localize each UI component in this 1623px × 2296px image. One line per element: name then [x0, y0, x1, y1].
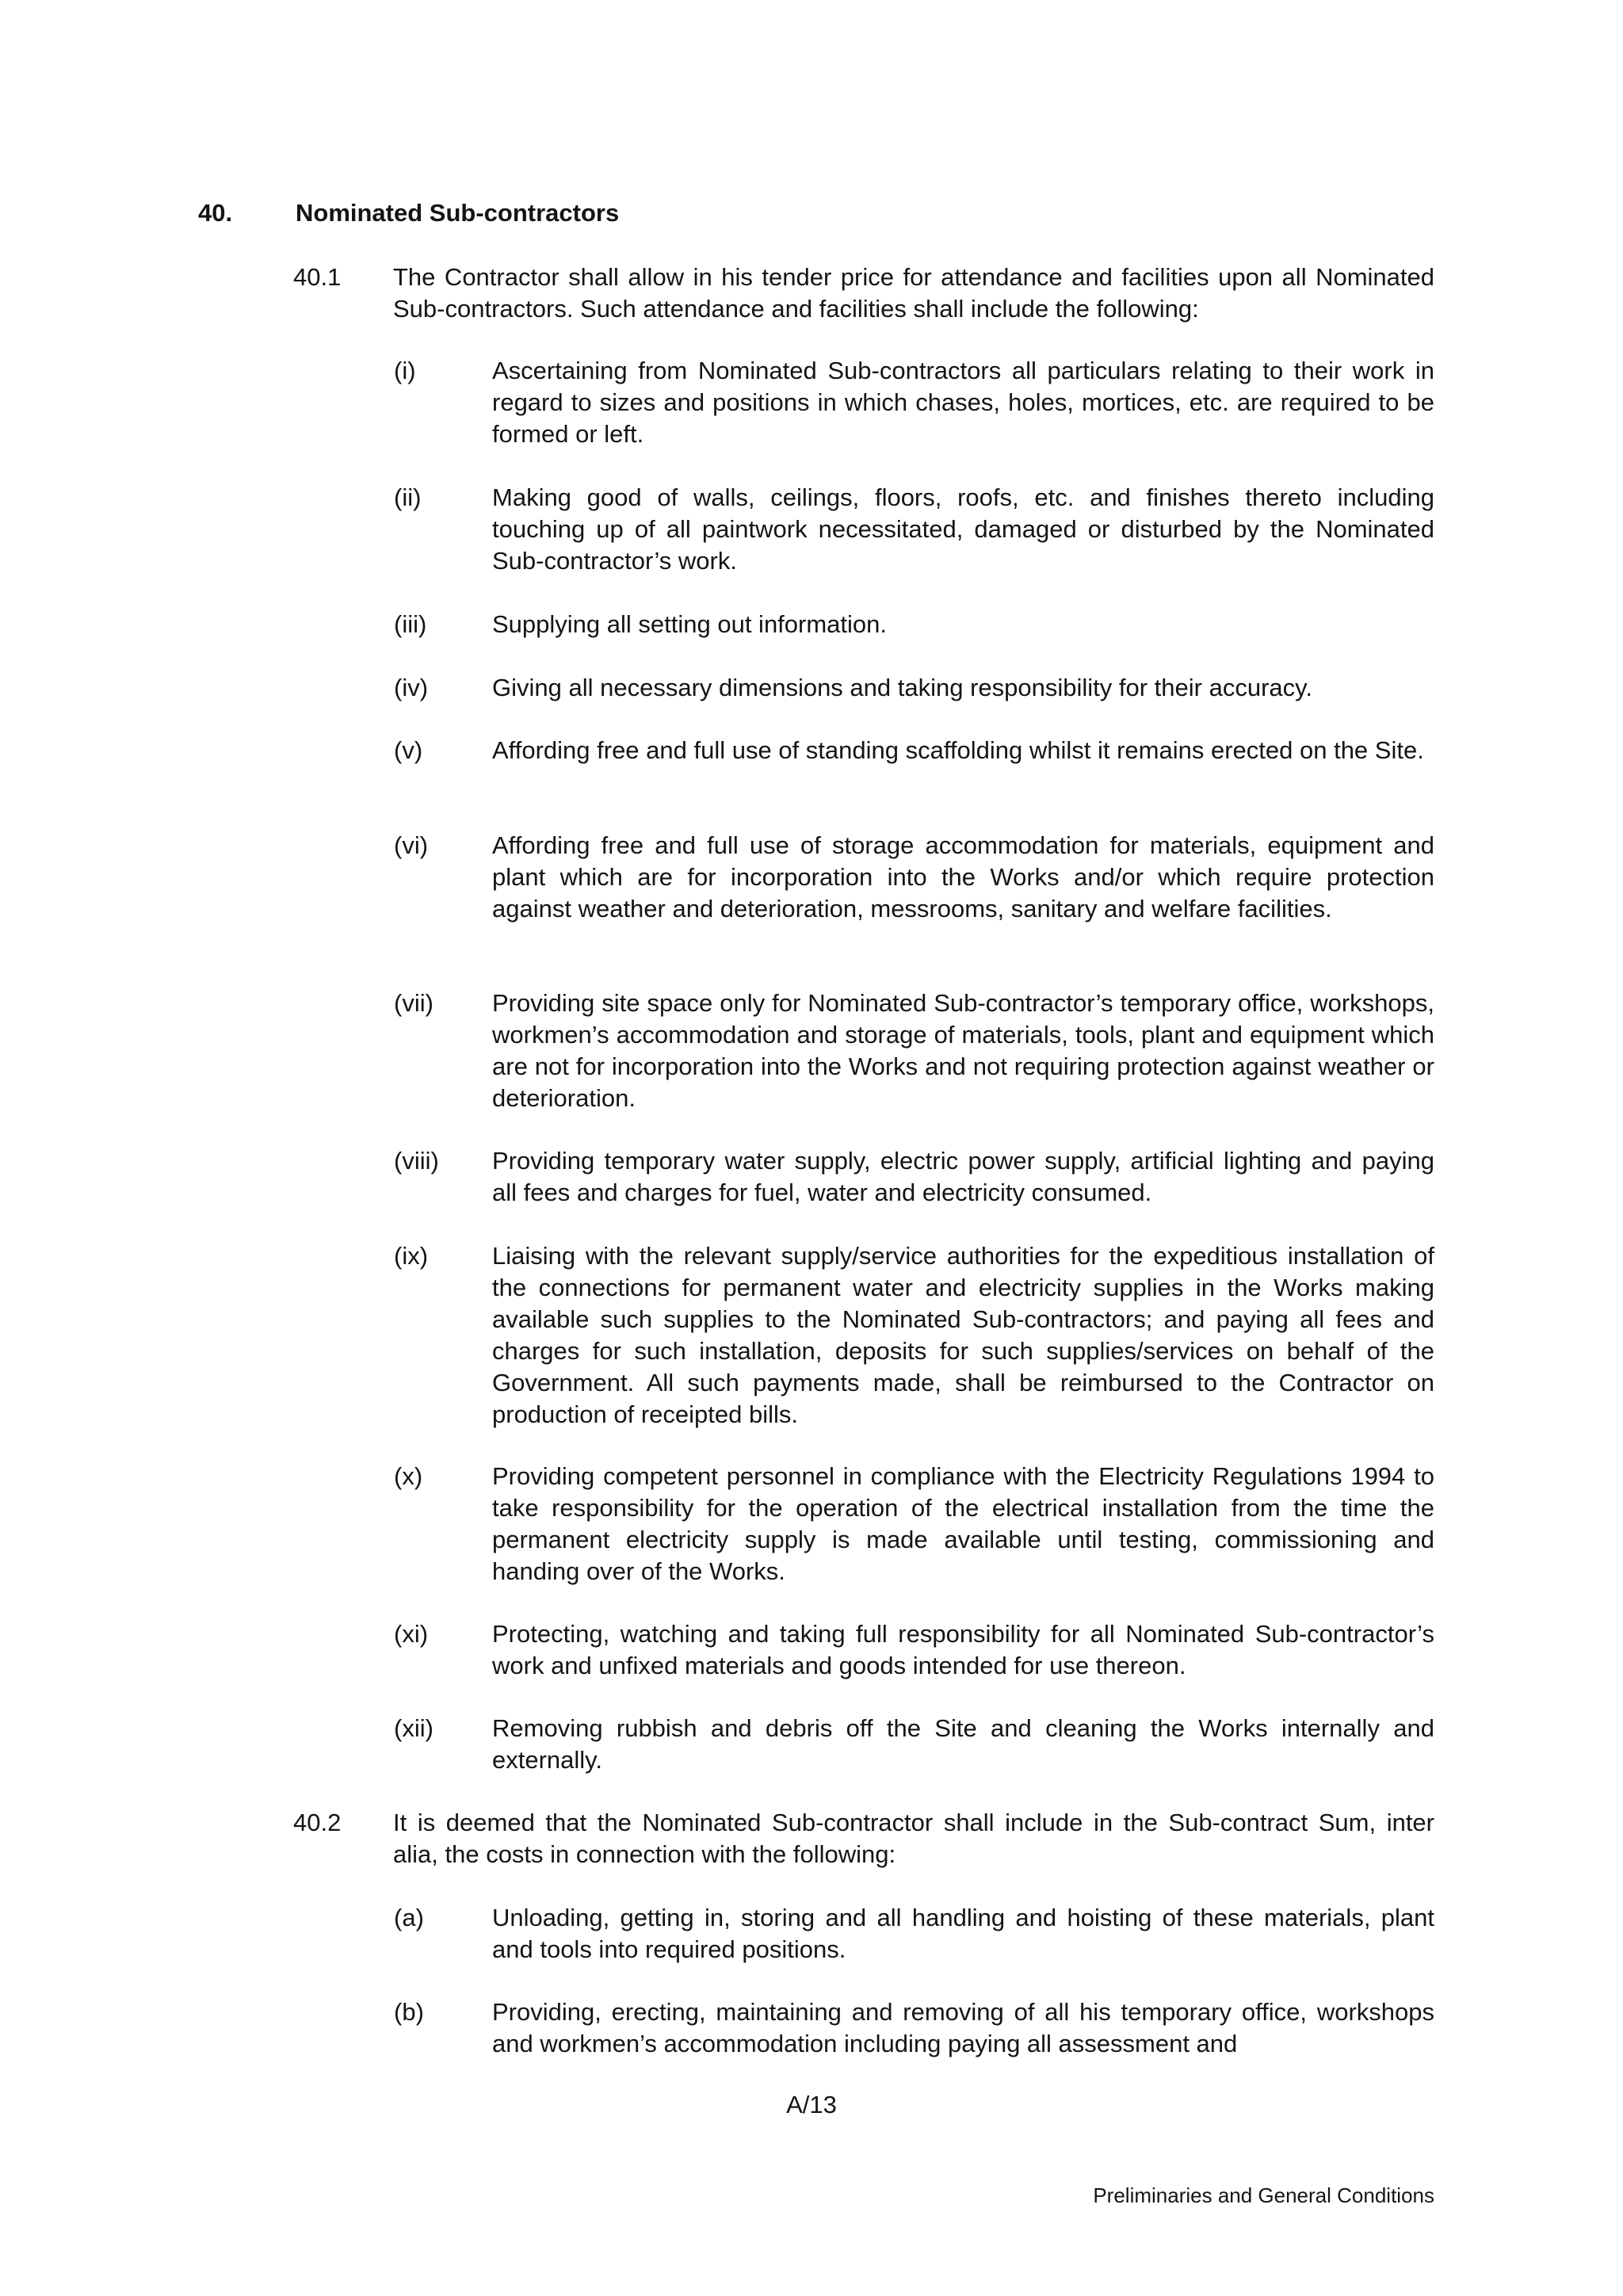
section-title: Nominated Sub-contractors	[296, 199, 620, 227]
item-text: Providing temporary water supply, electric power supply, artificial lighting and paying all fees and charges for fuel, water and electricity consumed.	[492, 1147, 1434, 1206]
item-label: (ii)	[394, 483, 422, 511]
section-number: 40.	[198, 199, 233, 227]
item-label: (b)	[394, 1998, 424, 2026]
item-label: (i)	[394, 357, 416, 384]
item-text: Supplying all setting out information.	[492, 610, 888, 638]
list-item-vii	[394, 988, 1434, 1114]
clause-number: 40.1	[293, 263, 342, 291]
item-label: (x)	[394, 1462, 423, 1490]
item-text: Providing site space only for Nominated Sub-contractor’s temporary office, workshops, workmen’s accommodation and storage of materials, tools, plant and equipment which are not for incorporation into the Works and not requiring protection against weather or deterioration.	[492, 989, 1434, 1112]
list-item-iii	[394, 609, 1434, 640]
clause-text: It is deemed that the Nominated Sub-contractor shall include in the Sub-contract Sum, inter alia, the costs in connection with the following:	[393, 1809, 1434, 1868]
item-text: Ascertaining from Nominated Sub-contractors all particulars relating to their work in regard to sizes and positions in which chases, holes, mortices, etc. are required to be formed or left.	[492, 357, 1434, 448]
item-label: (xii)	[394, 1714, 433, 1742]
clause-number: 40.2	[293, 1809, 342, 1836]
item-text: Giving all necessary dimensions and taking responsibility for their accuracy.	[492, 674, 1312, 701]
list-item-ii	[394, 482, 1434, 577]
item-label: (iv)	[394, 674, 429, 701]
item-text: Providing, erecting, maintaining and removing of all his temporary office, workshops and workmen’s accommodation including paying all assessment and	[492, 1998, 1434, 2057]
item-text: Affording free and full use of standing scaffolding whilst it remains erected on the Site.	[492, 736, 1424, 764]
clause-text: The Contractor shall allow in his tender price for attendance and facilities upon all Nominated Sub-contractors. Such attendance and facilities shall include the following:	[393, 263, 1434, 323]
item-text: Unloading, getting in, storing and all handling and hoisting of these materials, plant and tools into required positions.	[492, 1904, 1434, 1963]
list-item-b	[394, 1996, 1434, 2060]
item-label: (v)	[394, 736, 423, 764]
clause-40-2	[293, 1807, 1434, 1870]
list-item-xii	[394, 1713, 1434, 1776]
item-text: Removing rubbish and debris off the Site and cleaning the Works internally and externally.	[492, 1714, 1434, 1774]
item-label: (a)	[394, 1904, 424, 1931]
item-label: (vi)	[394, 831, 429, 859]
list-item-viii	[394, 1145, 1434, 1209]
item-text: Making good of walls, ceilings, floors, roofs, etc. and finishes thereto including touching up of all paintwork necessitated, damaged or disturbed by the Nominated Sub-contractor’s work.	[492, 483, 1434, 575]
item-label: (viii)	[394, 1147, 439, 1175]
list-item-vi	[394, 830, 1434, 925]
item-text: Protecting, watching and taking full responsibility for all Nominated Sub-contractor’s work and unfixed materials and goods intended for use thereon.	[492, 1620, 1434, 1679]
list-item-i	[394, 355, 1434, 450]
page-number: A/13	[786, 2091, 837, 2118]
item-label: (iii)	[394, 610, 427, 638]
page-footer: Preliminaries and General Conditions	[1093, 2183, 1434, 2207]
item-text: Affording free and full use of storage accommodation for materials, equipment and plant which are for incorporation into the Works and/or which require protection against weather and deterioration, messrooms, sanitary and welfare facilities.	[492, 831, 1434, 923]
list-item-iv	[394, 672, 1434, 704]
clause-40-1	[293, 262, 1434, 325]
list-item-xi	[394, 1618, 1434, 1682]
list-item-ix	[394, 1240, 1434, 1431]
list-item-a	[394, 1902, 1434, 1966]
item-text: Liaising with the relevant supply/service authorities for the expeditious installation of the connections for permanent water and electricity supplies in the Works making available such supplies to the Nominated Sub-contractors; and paying all fees and charges for such installation, deposits for such supplies/services on behalf of the Government. All such payments made, shall be reimbursed to the Contractor on production of receipted bills.	[492, 1242, 1434, 1428]
list-item-x	[394, 1461, 1434, 1587]
item-label: (vii)	[394, 989, 433, 1017]
list-item-v	[394, 735, 1434, 766]
item-text: Providing competent personnel in compliance with the Electricity Regulations 1994 to take responsibility for the operation of the electrical installation from the time the permanent electricity supply is made available until testing, commissioning and handing over of the Works.	[492, 1462, 1434, 1585]
item-label: (ix)	[394, 1242, 429, 1270]
item-label: (xi)	[394, 1620, 429, 1648]
